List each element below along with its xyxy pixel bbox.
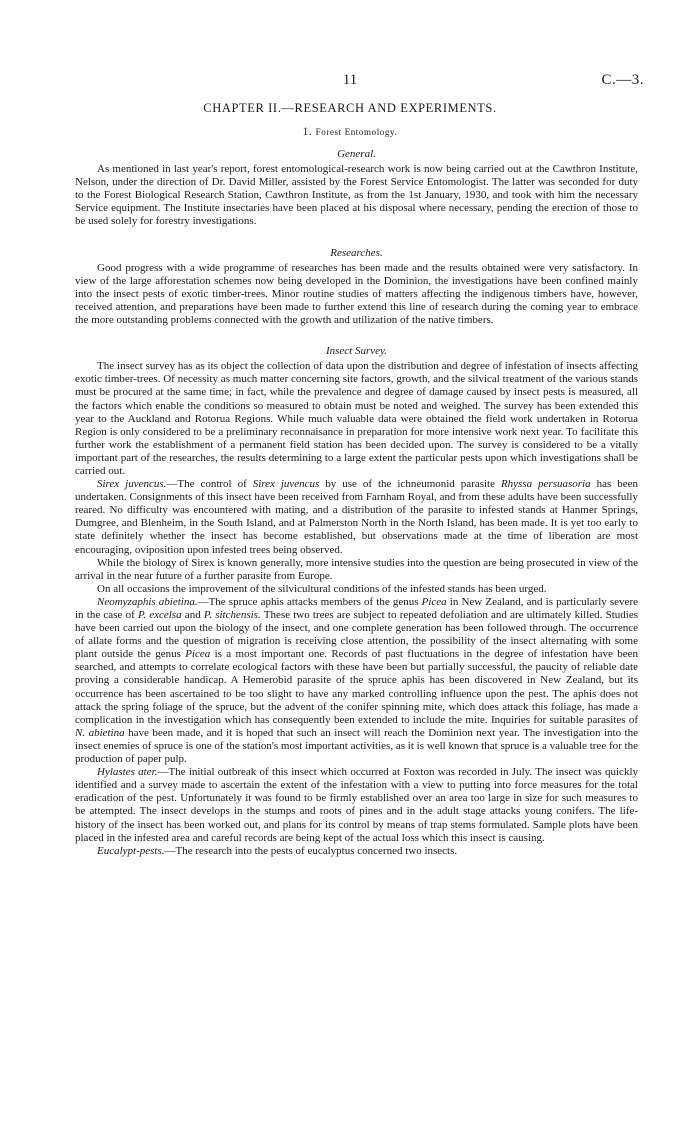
italic-run: P. excelsa xyxy=(137,609,182,621)
subheading-researches: Researches. xyxy=(330,246,383,259)
page-number: 11 xyxy=(342,72,358,88)
document-body xyxy=(75,148,638,858)
lead-neomyzaphis: Neomyzaphis abietina. xyxy=(97,595,198,608)
paragraph-silviculture: On all occasions the improvement of the silvicultural conditions of the infested stands has been urged. xyxy=(97,582,547,595)
document-code: C.—3. xyxy=(601,72,644,88)
italic-run: Picea xyxy=(421,595,447,608)
text-run: —The research into the pests of eucalyptus concerned two insects. xyxy=(164,844,458,857)
paragraph-sirex-biology: While the biology of Sirex is known generally, more intensive studies into the question are being prosecuted in view of the arrival in the near future of a further parasite from Europe. xyxy=(75,556,638,582)
text-run: —The initial outbreak of this insect which occurred at Foxton was recorded in July. The insect was quickly identified and a survey made to ascertain the extent of the infestation with a view to putting into force measures for the total eradication of the pest. Unfortunately it was found to be firmly established over an area too large in size for such measures to be attempted. The insect develops in the stumps and roots of pines and in the adult stage attacks young conifers. The life-history of the insect has been worked out, and plans for its control by means of trap stems formulated. Sample plots have been placed in the infested area and careful records are being kept of the actual loss which this insect is causing. xyxy=(75,766,638,844)
section-name: Forest Entomology. xyxy=(315,127,398,137)
text-run: and xyxy=(181,609,204,621)
italic-run: Picea xyxy=(185,648,211,661)
italic-run: Sirex juvencus xyxy=(252,478,320,491)
italic-run: P. sitchensis. xyxy=(203,609,261,621)
subheading-insect-survey: Insect Survey. xyxy=(325,345,388,358)
lead-sirex: Sirex juvencus. xyxy=(97,478,167,491)
subheading-general: General. xyxy=(337,148,376,160)
paragraph-eucalypt xyxy=(75,845,638,858)
text-run: These two trees are subject to repeated defoliation and are ultimately killed. Studies have been carried out upon the biology of the insect, and one complete generation has been followed through. The occurrence of allate forms and the question of migration is receiving close attention, the possibility of the insect alternating with some plant outside the genus xyxy=(75,609,639,661)
paragraph-researches: Good progress with a wide programme of researches has been made and the results obtained were very satisfactory. In view of the large afforestation schemes now being developed in the Dominion, the investigations have been confined mainly into the insect pests of exotic timber-trees. Minor routine studies of matters affecting the indigenous timbers have, however, received attention, and preparations have been made to further extend this line of research during the coming year to embrace the more outstanding problems connected with the growth and utilization of the native timbers. xyxy=(75,261,638,327)
paragraph-sirex xyxy=(75,478,638,557)
paragraph-general: As mentioned in last year's report, forest entomological-research work is now being carried out at the Cawthron Institute, Nelson, under the direction of Dr. David Miller, assisted by the Forest Service Entomologist. The latter was seconded for duty to the Forest Biological Research Station, Cawthron Institute, as from the 1st January, 1930, and took with him the necessary Service equipment. The Institute insectaries have been placed at his disposal where necessary, pending the erection of those to be used solely for forestry investigations. xyxy=(75,163,638,228)
text-run: by use of the ichneumonid parasite xyxy=(319,478,501,491)
text-run: in New Zealand, and is particularly severe in the case of xyxy=(75,595,638,621)
paragraph-hylastes xyxy=(75,766,638,845)
text-run: is a most important one. Records of past fluctuations in the degree of infestation have been searched, and attempts to correlate ecological factors with these have been but partially successful, the paucity of reliable date proving a considerable handicap. A Hemerobid parasite of the spruce aphis has been discovered in New Zealand, but its occurrence has been ascertained to be too slight to have any marked controlling influence upon the pest. The aphis does not attack the spring foliage of the spruce, but the advent of the conifer spinning mite, which does attack this foliage, has made a complication in the investigation which has consequently been extended to include the mite. Inquiries for suitable parasites of xyxy=(75,648,638,726)
italic-run: Rhyssa persuasoria xyxy=(500,478,591,491)
italic-run: N. abietina xyxy=(75,726,125,739)
paragraph-insect-survey: The insect survey has as its object the collection of data upon the distribution and degree of infestation of insects affecting exotic timber-trees. Of necessity as much matter concerning site factors, growth, and the silvical treatment of the various stands must be procured at the same time; in fact, while the prevalence and degree of damage caused by insect pests is measured, all the factors which enable the conditions so measured to obtain must be noted and weighed. The survey has been extended this year to the Auckland and Rotorua Regions. While much valuable data were obtained the field work undertaken in Rotorua Region is only considered to be a preliminary reconnaisance in preparation for more intensive work next year. To facilitate this further work the establishment of a permanent field station has been decided upon. The survey is considered to be a vitally important part of the researches, the results determining to a large extent the particular pests upon which investigations shall be carried out. xyxy=(75,360,638,477)
text-run: have been made, and it is hoped that such an insect will reach the Dominion next year. The investigation into the insect enemies of spruce is one of the station's most important activities, as it is well known that spruce is a valuable tree for the production of paper pulp. xyxy=(75,726,638,766)
lead-hylastes: Hylastes ater. xyxy=(97,766,158,779)
paragraph-neomyzaphis xyxy=(75,596,638,766)
text-run: has been undertaken. Consignments of this insect have been received from Farnham Royal, and from these adults have been successfully reared. No difficulty was encountered with mating, and a distribution of the parasite to infested stands at Hanmer Springs, Dumgree, and Blenheim, in the South Island, and at Palmerston North in the North Island, has been made. It is yet too early to state definitely whether the insect has become established, but observations made at the time of liberation are most encouraging, oviposition upon infested trees being observed. xyxy=(75,478,638,556)
chapter-title: CHAPTER II.—RESEARCH AND EXPERIMENTS. xyxy=(203,101,497,115)
section-title xyxy=(0,126,700,138)
lead-eucalypt: Eucalypt-pests. xyxy=(97,844,165,857)
section-number: 1. xyxy=(302,126,313,138)
text-run: —The control of xyxy=(166,478,253,491)
text-run: —The spruce aphis attacks members of the genus xyxy=(197,595,422,608)
